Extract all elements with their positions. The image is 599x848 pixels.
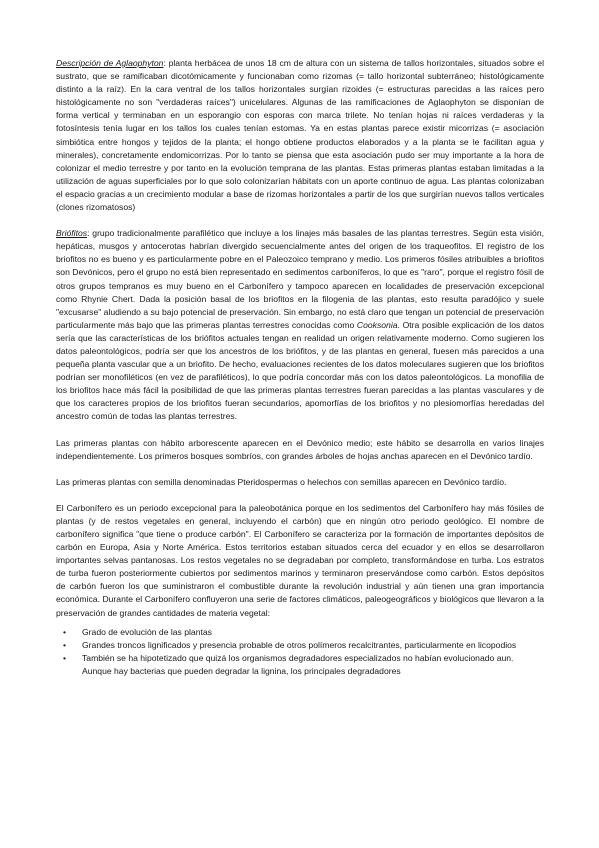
briofitos-text-before: : grupo tradicionalmente parafilético que incluye a los linajes más basales de las plantas terrestres. Según esta visión, hepáticas, musgos y antocerotas habrían divergido secuencialmente antes del origen de los traqueofitos. El registro de los briofitos no es bueno y es particularmente pobre en el Paleozoico temprano y medio. Los primeros fósiles atribuibles a briofitos son Devónicos, pero el grupo no está bien representado en sedimentos carboníferos, lo que es "raro", porque el registro fósil de otros grupos tempranos es muy bueno en el Carbonífero y tampoco aparecen en localidades de preservación excepcional como Rhynie Chert. Dada la posición basal de los briofitos en la filogenia de las plantas, esto resulta paradójico y suele "excusarse" aludiendo a su bajo potencial de preservación. Sin embargo, no está claro que tengan un potencial de preservación particularmente más bajo que las primeras plantas terrestres conocidas como [56, 228, 544, 330]
bullet-icon: • [63, 639, 67, 650]
bullet-icon: • [63, 652, 67, 663]
factors-list [56, 626, 544, 678]
list-item-text: También se ha hipotetizado que quizá los organismos degradadores especializados no habían evolucionado aun. Aunque hay bacterias que pueden degradar la lignina, los principales degradadores [82, 652, 514, 676]
briofitos-paragraph [56, 227, 544, 423]
cooksonia-italic: Cooksonia [356, 319, 398, 330]
document-page [56, 57, 544, 678]
arborescente-paragraph: Las primeras plantas con hábito arborescente aparecen en el Devónico medio; este hábito se desarrolla en varios linajes independientemente. Los primeros bosques sombríos, con grandes árboles de hojas anchas aparecen en el Devónico tardío. [56, 437, 544, 461]
aglaophyton-paragraph [56, 57, 544, 214]
aglaophyton-term: Descripción de Aglaophyton [56, 58, 164, 68]
list-item [56, 626, 544, 639]
semilla-paragraph: Las primeras plantas con semilla denominadas Pteridospermas o helechos con semillas aparecen en Devónico tardío. [56, 476, 507, 487]
bullet-icon: • [63, 626, 67, 637]
list-item [56, 652, 544, 678]
briofitos-text-after: . Otra posible explicación de los datos sería que las características de los briófitos actuales tengan en realidad un origen relativamente moderno. Como sugieren los datos paleontológicos, podría ser que los ancestros de los briófitos, y de las plantas en general, fuesen más parecidos a una pequeña planta vascular que a un briofito. De hecho, evaluaciones recientes de los datos moleculares sugieren que los briofitos podrían ser monofiléticos (en vez de parafiléticos), lo que podría concordar más con los datos paleontológicos. La monofilia de los briofitos hace más fácil la posibilidad de que las primeras plantas terrestres fueran parecidas a las plantas vasculares y de que los caracteres propios de los briofitos fueran secundarios, apomorfías de los briofitos y no plesiomorfías heredadas del ancestro común de todas las plantas terrestres. [56, 319, 544, 422]
list-item-text: Grado de evolución de las plantas [82, 626, 212, 637]
list-item [56, 639, 544, 652]
carbonifero-paragraph: El Carbonífero es un periodo excepcional para la paleobotánica porque en los sedimentos del Carbonífero hay más fósiles de plantas (y de restos vegetales en general, incluyendo el carbón) que en ningún otro periodo geológico. El nombre de carbonífero significa "que tiene o produce carbón". El Carbonífero se caracteriza por la formación de importantes depósitos de carbón en Europa, Asia y Norte América. Estos territorios estaban situados cerca del ecuador y en ellos se desarrollaron importantes selvas pantanosas. Los restos vegetales no se degradaban por completo, transformándose en turba. Los estratos de turba fueron posteriormente cubiertos por sedimentos marinos y terminaron preservándose como carbón. Estos depósitos de carbón fueron los que suministraron el combustible durante la revolución industrial y aún tienen una gran importancia económica. Durante el Carbonífero confluyeron una serie de factores climáticos, paleogeográficos y biológicos que llevaron a la preservación de grandes cantidades de materia vegetal: [56, 502, 544, 618]
briofitos-term: Briófitos [56, 228, 88, 239]
aglaophyton-text: : planta herbácea de unos 18 cm de altura con un sistema de tallos horizontales, situados sobre el sustrato, que se ramificaban dicotómicamente y funcionaban como rizomas (= tallo horizontal subterráneo; histológicamente distinto a la raíz). En la cara ventral de los tallos horizontales surgían rizoides (= estructuras parecidas a las raíces pero histológicamente no son "verdaderas raíces") unicelulares. Algunas de las ramificaciones de Aglaophyton se disponían de forma vertical y terminaban en un esporangio con esporas con marca trilete. No tenían hojas ni raíces verdaderas y la fotosíntesis tenía lugar en los tallos los cuales tenían estomas. Ya en estas plantas parece existir micorrizas (= asociación simbiótica entre hongos y tejidos de la planta; el hongo obtiene productos elaborados y a la planta se le facilitan agua y minerales), concretamente endomicorrizas. Por lo tanto se piensa que esta asociación pudo ser muy importante a la hora de colonizar el medio terrestre y por tanto en la evolución temprana de las plantas. Estas primeras plantas estaban limitadas a la utilización de aguas superficiales por lo que solo colonizarían hábitats con un aporte continuo de agua. Las plantas colonizaban el espacio gracias a un crecimiento modular a base de rizomas horizontales a partir de los que surgirían nuevos tallos verticales (clones rizomatosos) [56, 58, 544, 213]
list-item-text: Grandes troncos lignificados y presencia probable de otros polímeros recalcitrantes, particularmente en licopodios [82, 639, 517, 650]
